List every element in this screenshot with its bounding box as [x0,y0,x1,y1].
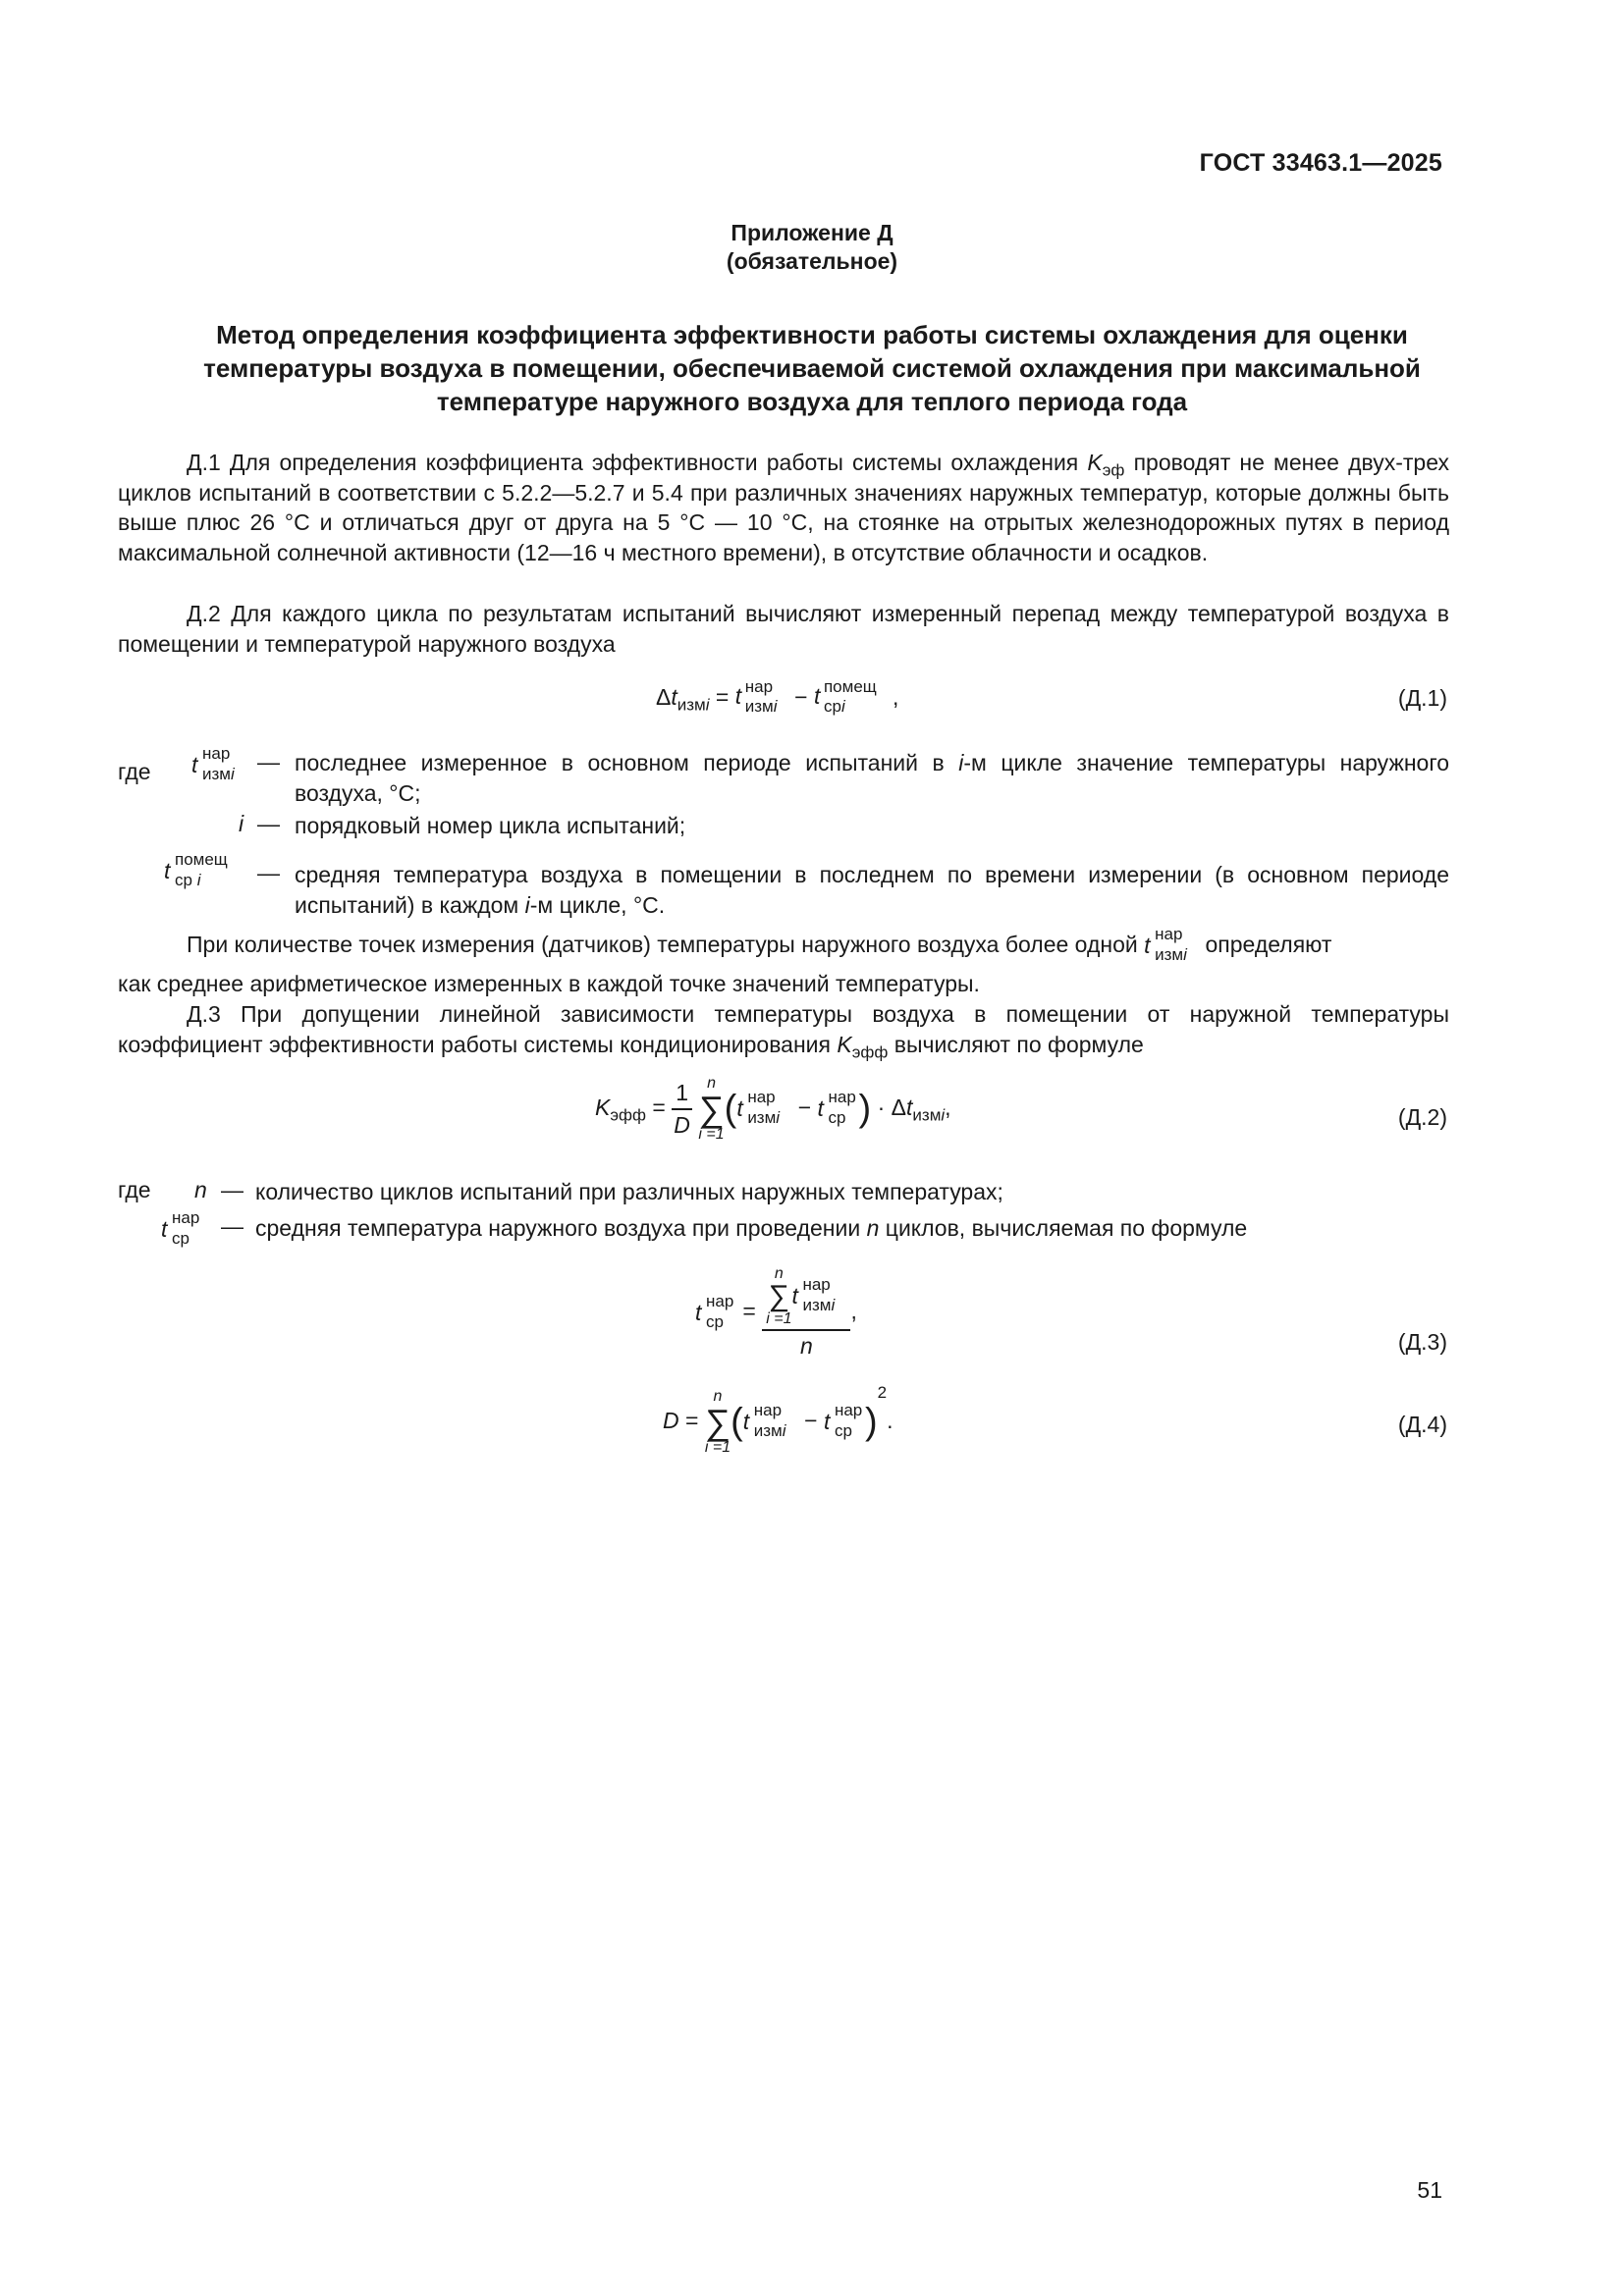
page-number: 51 [1417,2177,1442,2203]
heading-line-1: Метод определения коэффициента эффективности работы системы охлаждения для оценки [216,320,1408,349]
heading-line-2: температуры воздуха в помещении, обеспечиваемой системой охлаждения при максимальной [203,353,1421,383]
equation-number-d2: (Д.2) [1397,1104,1447,1130]
symbol-t-sr-nar: t нар ср [161,1208,200,1248]
appendix-title: Приложение Д [731,220,893,245]
dash: — [257,811,280,836]
paragraph-d2: Д.2 Для каждого цикла по результатам испытаний вычисляют измеренный перепад между температурой воздуха в помещении и температурой наружного воздуха [118,601,1449,657]
desc-t-izm-nar: последнее измеренное в основном периоде испытаний в i-м цикле значение температуры наружного воздуха, °С; [295,750,1449,806]
where-label-2: где [118,1177,151,1202]
desc-n: количество циклов испытаний при различных наружных температурах; [255,1179,1003,1204]
desc-i: порядковый номер цикла испытаний; [295,813,686,838]
appendix-heading [108,318,1516,418]
paragraph-sensors-line2: как среднее арифметическое измеренных в каждой точке значений температуры. [118,971,980,996]
formula-d1: $\Delta t_{измi}$ = t нар измi − t помещ срi , [656,677,899,716]
paragraph-sensors: При количестве точек измерения (датчиков) температуры наружного воздуха более одной t нар измi определяют [187,925,1332,964]
symbol-t-izm-nar: t нар измi [191,744,235,783]
equation-number-d3: (Д.3) [1397,1329,1447,1355]
dash: — [221,1177,244,1202]
symbol-t-sr-pomesh: t помещ ср i [164,850,228,889]
dash: — [257,860,280,885]
paragraph-d3: Д.3 При допущении линейной зависимости температуры воздуха в помещении от наружной температуры коэффициент эффективности работы системы кондиционирования $K_{эфф}$ вычисляют по формуле [118,1001,1449,1062]
appendix-status: (обязательное) [726,248,898,274]
heading-line-3: температуре наружного воздуха для теплого периода года [436,387,1188,416]
equation-number-d1: (Д.1) [1397,685,1447,711]
standard-number: ГОСТ 33463.1—2025 [1199,149,1442,177]
formula-d3: t нар ср = n ∑ i =1 t нар измi n , [695,1265,857,1359]
desc-t-sr-nar: средняя температура наружного воздуха при проведении n циклов, вычисляемая по формуле [255,1215,1248,1241]
formula-d2: $K_{эфф}$ = $\frac{1}{D}$ n ∑ i =1 ( t нар измi − t нар ср ) · $\Delta t_{измi}$, [595,1075,951,1143]
equation-number-d4: (Д.4) [1397,1412,1447,1437]
desc-t-sr-pomesh: средняя температура воздуха в помещении в последнем по времени измерении (в основном периоде испытаний) в каждом i-м цикле, °С. [295,862,1449,918]
where-label: где [118,759,151,784]
dash: — [221,1213,244,1239]
dash: — [257,749,280,774]
formula-d4: D = n ∑ i =1 ( t нар измi − t нар ср )$^2$. [663,1383,893,1456]
symbol-i: i [239,811,244,836]
symbol-n: n [194,1177,207,1202]
paragraph-d1: Д.1 Для определения коэффициента эффективности работы системы охлаждения $K_{эф}$ проводят не менее двух-трех циклов испытаний в соответствии с 5.2.2—5.2.7 и 5.4 при различных значениях наружных температур, которые должны быть выше плюс 26 °С и отличаться друг от друга на 5 °С — 10 °С, на стоянке на отрытых железнодорожных путях в период максимальной солнечной активности (12—16 ч местного времени), в отсутствие облачности и осадков. [118,450,1449,565]
